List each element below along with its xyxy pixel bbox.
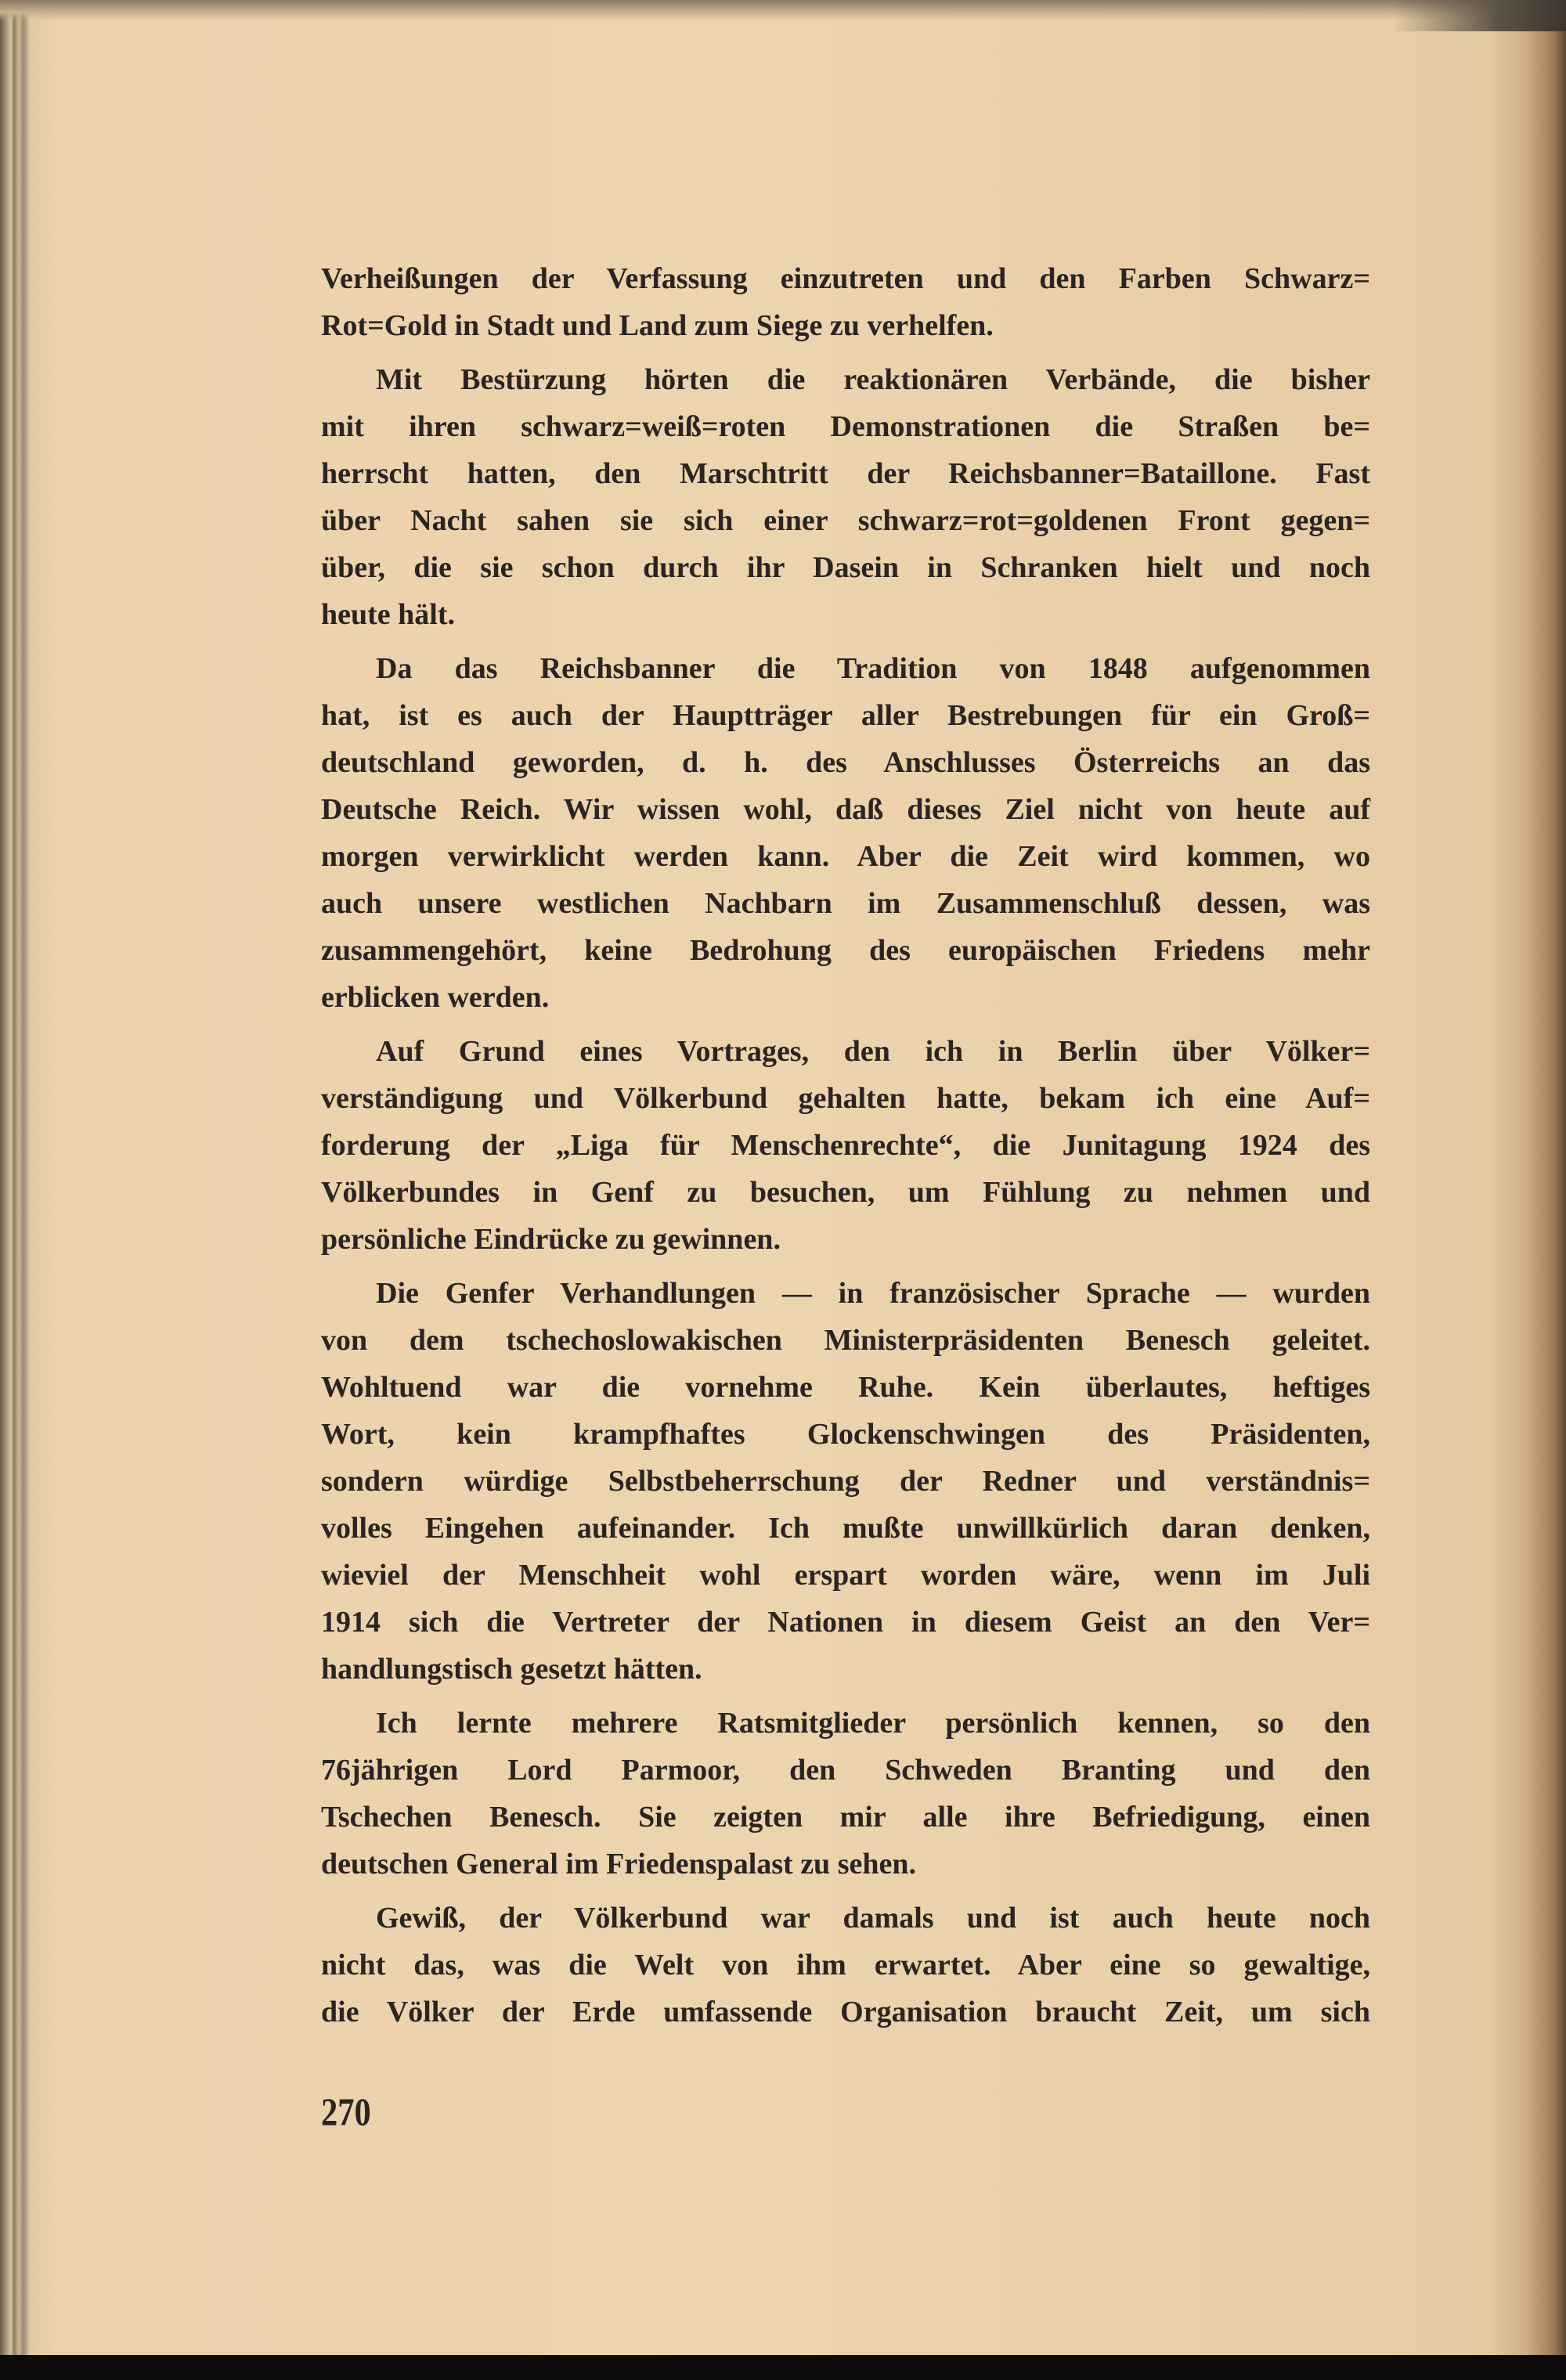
paragraph	[321, 645, 1370, 1021]
text-line: über, die sie schon durch ihr Dasein in Schranken hielt und noch	[321, 551, 1370, 584]
text-line: 1914 sich die Vertreter der Nationen in diesem Geist an den Ver=	[321, 1606, 1370, 1639]
paragraph	[321, 1028, 1370, 1263]
paragraph	[321, 1270, 1370, 1693]
text-line: morgen verwirklicht werden kann. Aber die Zeit wird kommen, wo	[321, 840, 1370, 873]
text-line: heute hält.	[321, 598, 455, 631]
text-line: Völkerbundes in Genf zu besuchen, um Fühlung zu nehmen und	[321, 1176, 1370, 1209]
text-line: sondern würdige Selbstbeherrschung der Redner und verständnis=	[321, 1465, 1370, 1498]
text-line: Verheißungen der Verfassung einzutreten und den Farben Schwarz=	[321, 262, 1370, 295]
page-corner-shadow	[1394, 0, 1566, 31]
text-line: Auf Grund eines Vortrages, den ich in Berlin über Völker=	[376, 1035, 1370, 1068]
text-line: Wort, kein krampfhaftes Glockenschwingen des Präsidenten,	[321, 1418, 1370, 1451]
text-line: auch unsere westlichen Nachbarn im Zusammenschluß dessen, was	[321, 887, 1370, 920]
text-line: herrscht hatten, den Marschtritt der Reichsbanner=Bataillone. Fast	[321, 457, 1370, 490]
page-number: 270	[321, 2090, 371, 2133]
text-line: persönliche Eindrücke zu gewinnen.	[321, 1223, 781, 1256]
text-line: 76jährigen Lord Parmoor, den Schweden Branting und den	[321, 1754, 1370, 1787]
text-line: forderung der „Liga für Menschenrechte“, die Junitagung 1924 des	[321, 1129, 1370, 1162]
text-line: hat, ist es auch der Hauptträger aller Bestrebungen für ein Groß=	[321, 699, 1370, 732]
text-line: deutschland geworden, d. h. des Anschlusses Österreichs an das	[321, 746, 1370, 779]
text-line: Da das Reichsbanner die Tradition von 1848 aufgenommen	[376, 652, 1370, 685]
text-line: volles Eingehen aufeinander. Ich mußte unwillkürlich daran denken,	[321, 1512, 1370, 1545]
page-top-edge	[0, 0, 1566, 20]
paragraph	[321, 1895, 1370, 2036]
text-line: nicht das, was die Welt von ihm erwartet. Aber eine so gewaltige,	[321, 1949, 1370, 1982]
text-line: zusammengehört, keine Bedrohung des europäischen Friedens mehr	[321, 934, 1370, 967]
text-line: über Nacht sahen sie sich einer schwarz=rot=goldenen Front gegen=	[321, 504, 1370, 537]
text-line: Tschechen Benesch. Sie zeigten mir alle ihre Befriedigung, einen	[321, 1801, 1370, 1834]
text-line: Ich lernte mehrere Ratsmitglieder persönlich kennen, so den	[376, 1707, 1370, 1740]
text-line: erblicken werden.	[321, 981, 550, 1014]
text-line: verständigung und Völkerbund gehalten hatte, bekam ich eine Auf=	[321, 1082, 1370, 1115]
paragraph	[321, 255, 1370, 349]
text-line: deutschen General im Friedenspalast zu sehen.	[321, 1848, 916, 1881]
paragraph	[321, 1700, 1370, 1888]
scan-bottom-border	[0, 2355, 1566, 2380]
body-text	[321, 255, 1370, 2036]
text-line: Mit Bestürzung hörten die reaktionären Verbände, die bisher	[376, 363, 1370, 396]
text-line: Wohltuend war die vornehme Ruhe. Kein überlautes, heftiges	[321, 1371, 1370, 1404]
text-line: handlungstisch gesetzt hätten.	[321, 1653, 702, 1686]
text-line: wieviel der Menschheit wohl erspart worden wäre, wenn im Juli	[321, 1559, 1370, 1592]
paragraph	[321, 356, 1370, 638]
text-line: Gewiß, der Völkerbund war damals und ist auch heute noch	[376, 1902, 1370, 1935]
text-line: von dem tschechoslowakischen Ministerpräsidenten Benesch geleitet.	[321, 1324, 1370, 1357]
text-line: Die Genfer Verhandlungen — in französischer Sprache — wurden	[376, 1277, 1370, 1310]
text-line: Rot=Gold in Stadt und Land zum Siege zu verhelfen.	[321, 309, 994, 342]
text-line: Deutsche Reich. Wir wissen wohl, daß dieses Ziel nicht von heute auf	[321, 793, 1370, 826]
text-line: die Völker der Erde umfassende Organisation braucht Zeit, um sich	[321, 1996, 1370, 2028]
text-line: mit ihren schwarz=weiß=roten Demonstrationen die Straßen be=	[321, 410, 1370, 443]
